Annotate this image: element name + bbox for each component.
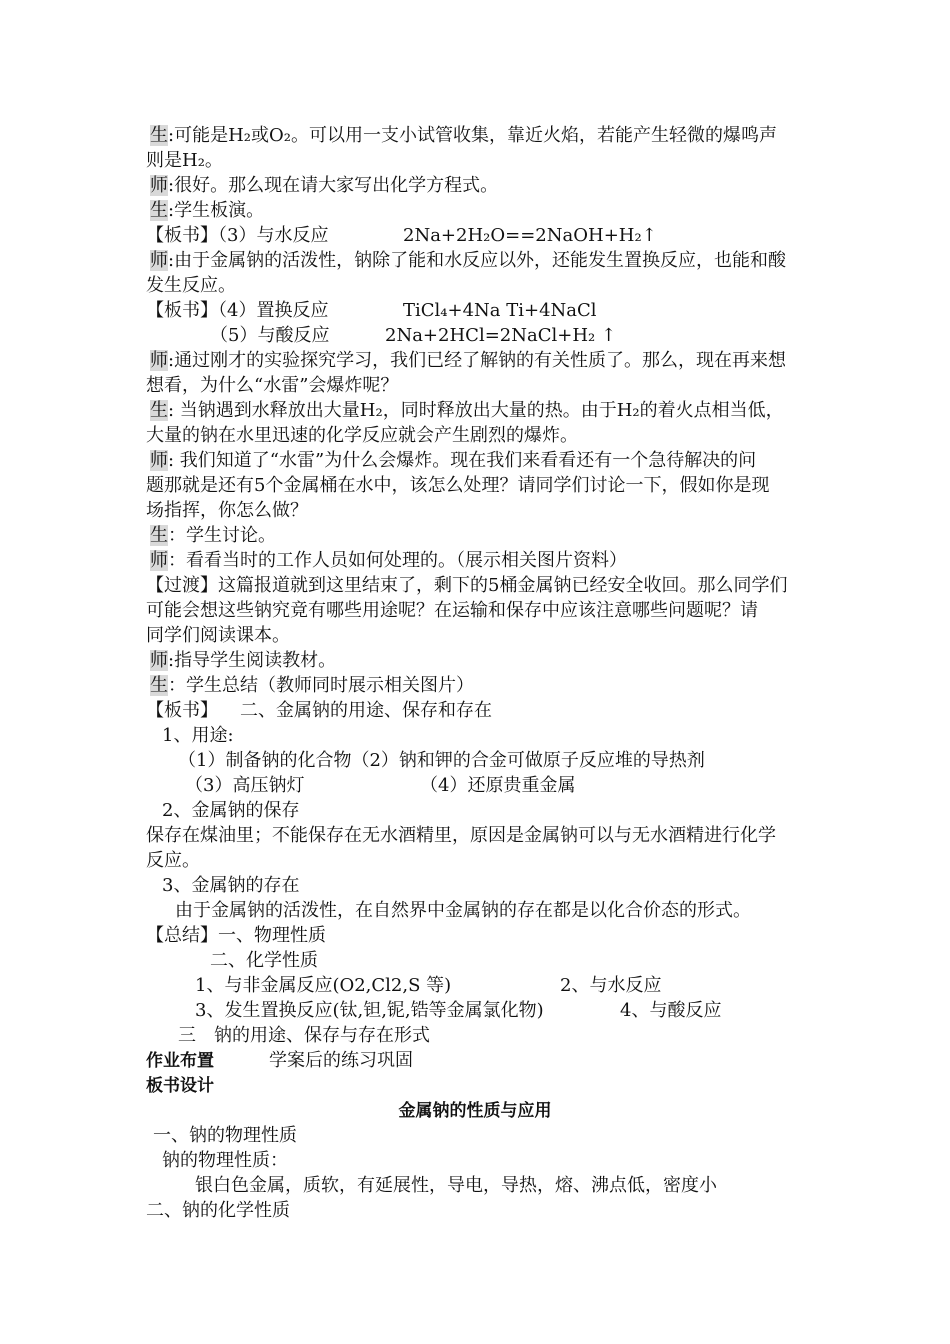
- line-text: 一、钠的物理性质: [153, 1125, 297, 1146]
- line-43: [195, 1175, 717, 1197]
- page-title: 金属钠的性质与应用: [398, 1101, 552, 1121]
- bold-heading: 板书设计: [146, 1076, 214, 1096]
- speaker-label: 师: [150, 350, 168, 371]
- line-2: [146, 150, 223, 172]
- section-tag: 【板书】: [146, 300, 218, 321]
- line-text: 1、用途:: [162, 725, 234, 746]
- line-text: （4）还原贵重金属: [420, 775, 576, 796]
- line-36: [195, 1000, 544, 1022]
- line-28: [162, 800, 299, 822]
- line-25: [162, 725, 234, 747]
- line-32: [175, 900, 751, 922]
- line-35: [195, 975, 451, 997]
- line-text: （3）与水反应: [218, 225, 329, 246]
- line-text: ：学生讨论。: [168, 525, 276, 546]
- line-41: [153, 1125, 297, 1147]
- line-1: [150, 125, 777, 147]
- line-19: [146, 575, 787, 597]
- line-text: （1）制备钠的化合物（2）钠和钾的合金可做原子反应堆的导热剂: [178, 750, 705, 771]
- line-text: ：看看当时的工作人员如何处理的。（展示相关图片资料）: [168, 550, 627, 571]
- line-18: [150, 550, 627, 572]
- line-text: 保存在煤油里；不能保存在无水酒精里，原因是金属钠可以与无水酒精进行化学: [146, 825, 776, 846]
- speaker-label: 师: [150, 650, 168, 671]
- section-tag: 【过渡】: [146, 575, 218, 596]
- equation-text: TiCl₄+4Na Ti+4NaCl: [403, 300, 597, 321]
- line-11: [146, 375, 398, 397]
- line-30: [146, 850, 200, 872]
- equation-water: [403, 225, 657, 247]
- speaker-label: 师: [150, 175, 168, 196]
- line-text: 3、发生置换反应(钛,钽,铌,锆等金属氯化物): [195, 1000, 544, 1021]
- line-text: 场指挥，你怎么做？: [146, 500, 308, 521]
- speaker-label: 生: [150, 675, 168, 696]
- equation-displacement: [403, 300, 597, 322]
- line-23: [150, 675, 474, 697]
- line-text: （5）与酸反应: [210, 325, 330, 346]
- line-37: [178, 1025, 430, 1047]
- line-24: [146, 700, 492, 722]
- board-title: [0, 1100, 950, 1122]
- line-27: [185, 775, 304, 797]
- line-text: 1、与非金属反应(O2,Cl2,S 等): [195, 975, 452, 996]
- line-12: [150, 400, 784, 422]
- line-text: 大量的钠在水里迅速的化学反应就会产生剧烈的爆炸。: [146, 425, 578, 446]
- line-6: [150, 250, 786, 272]
- line-text: （3）高压钠灯: [185, 775, 305, 796]
- speaker-label: 师: [150, 450, 168, 471]
- line-text: 则是H₂。: [146, 150, 223, 171]
- line-36b: [620, 1000, 721, 1022]
- section-tag: 【板书】: [146, 225, 218, 246]
- equation-acid: [385, 325, 616, 347]
- line-38: [146, 1050, 413, 1072]
- line-text: 想看，为什么“水雷”会爆炸呢？: [146, 375, 399, 396]
- line-text: 钠的物理性质：: [162, 1150, 288, 1171]
- line-31: [162, 875, 299, 897]
- line-text: :通过刚才的实验探究学习，我们已经了解钠的有关性质了。那么，现在再来想: [168, 350, 787, 371]
- line-text: 2、金属钠的保存: [162, 800, 300, 821]
- line-text: : 当钠遇到水释放出大量H₂，同时释放出大量的热。由于H₂的着火点相当低，: [168, 400, 784, 421]
- line-17: [150, 525, 276, 547]
- line-text: 反应。: [146, 850, 200, 871]
- line-27b: [420, 775, 575, 797]
- line-text: 可能会想这些钠究竟有哪些用途呢？在运输和保存中应该注意哪些问题呢？请: [146, 600, 758, 621]
- line-7: [146, 275, 236, 297]
- line-13: [146, 425, 578, 447]
- line-text: 同学们阅读课本。: [146, 625, 290, 646]
- line-text: 二、钠的化学性质: [146, 1200, 290, 1221]
- speaker-label: 师: [150, 250, 168, 271]
- line-34: [210, 950, 318, 972]
- section-tag: 【总结】: [146, 925, 218, 946]
- line-text: 银白色金属，质软，有延展性，导电，导热，熔、沸点低，密度小: [195, 1175, 717, 1196]
- line-29: [146, 825, 776, 847]
- line-text: :指导学生阅读教材。: [168, 650, 337, 671]
- line-16: [146, 500, 308, 522]
- line-3: [150, 175, 498, 197]
- line-22: [150, 650, 336, 672]
- line-text: 3、金属钠的存在: [162, 875, 300, 896]
- line-15: [146, 475, 769, 497]
- line-text: :很好。那么现在请大家写出化学方程式。: [168, 175, 499, 196]
- line-20: [146, 600, 758, 622]
- equation-text: 2Na+2HCl=2NaCl+H₂ ↑: [385, 325, 617, 346]
- line-text: 三 钠的用途、保存与存在形式: [178, 1025, 430, 1046]
- line-4: [150, 200, 264, 222]
- line-text: :可能是H₂或O₂。可以用一支小试管收集，靠近火焰，若能产生轻微的爆鸣声: [168, 125, 777, 146]
- line-text: :由于金属钠的活泼性，钠除了能和水反应以外，还能发生置换反应，也能和酸: [168, 250, 787, 271]
- line-text: 题那就是还有5个金属桶在水中，该怎么处理？请同学们讨论一下，假如你是现: [146, 475, 770, 496]
- line-9: [210, 325, 329, 347]
- line-text: 二、金属钠的用途、保存和存在: [240, 700, 492, 721]
- line-21: [146, 625, 290, 647]
- line-42: [162, 1150, 288, 1172]
- line-text: 由于金属钠的活泼性，在自然界中金属钠的存在都是以化合价态的形式。: [175, 900, 751, 921]
- line-8: [146, 300, 328, 322]
- line-text: : 我们知道了“水雷”为什么会爆炸。现在我们来看看还有一个急待解决的问: [168, 450, 757, 471]
- speaker-label: 生: [150, 125, 168, 146]
- line-text: :学生板演。: [168, 200, 265, 221]
- line-text: 二、化学性质: [210, 950, 318, 971]
- line-14: [150, 450, 756, 472]
- line-10: [150, 350, 786, 372]
- line-text: 这篇报道就到这里结束了，剩下的5桶金属钠已经安全收回。那么同学们: [218, 575, 788, 596]
- line-5: [146, 225, 328, 247]
- speaker-label: 生: [150, 525, 168, 546]
- bold-heading: 作业布置: [146, 1051, 214, 1071]
- line-text: ：学生总结（教师同时展示相关图片）: [168, 675, 474, 696]
- line-text: （4）置换反应: [218, 300, 329, 321]
- line-44: [146, 1200, 290, 1222]
- line-text: 一、物理性质: [218, 925, 326, 946]
- line-33: [146, 925, 326, 947]
- line-35b: [560, 975, 661, 997]
- speaker-label: 师: [150, 550, 168, 571]
- line-text: 4、与酸反应: [620, 1000, 722, 1021]
- speaker-label: 生: [150, 200, 168, 221]
- equation-text: 2Na+2H₂O==2NaOH+H₂↑: [403, 225, 657, 246]
- line-text: 学案后的练习巩固: [269, 1050, 413, 1071]
- line-text: 2、与水反应: [560, 975, 662, 996]
- line-39: [146, 1075, 214, 1097]
- section-tag: 【板书】: [146, 700, 218, 721]
- line-text: 发生反应。: [146, 275, 236, 296]
- line-26: [178, 750, 705, 772]
- speaker-label: 生: [150, 400, 168, 421]
